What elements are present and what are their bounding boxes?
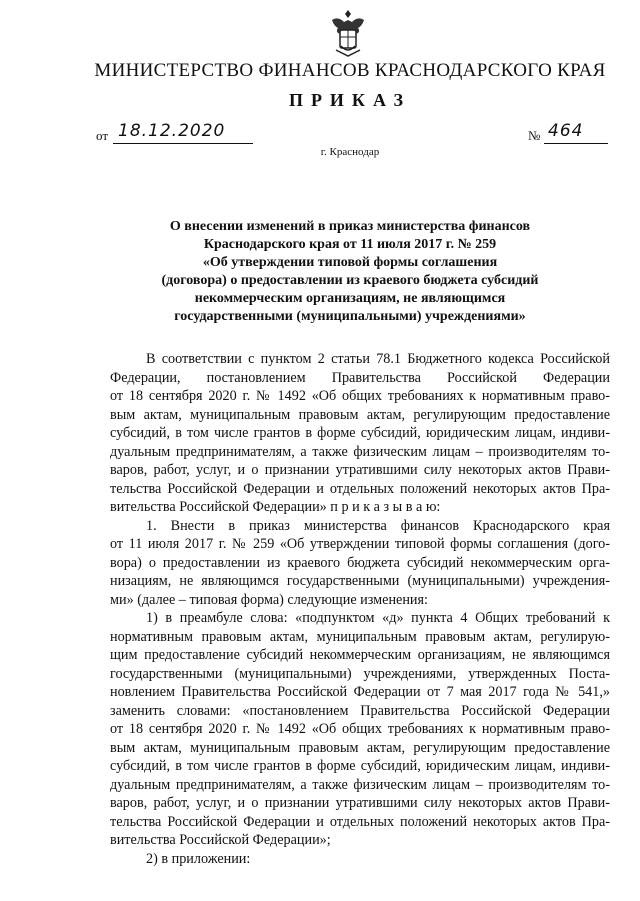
title-line: Краснодарского края от 11 июля 2017 г. № 259 (203, 237, 497, 252)
body-line: субсидий, в том числе грантов в форме субсидий, юридическим лицам, индиви- (110, 758, 610, 774)
body-line: новлением Правительства Российской Федерации от 7 мая 2017 года № 541,» (110, 684, 610, 700)
body-line: нормативным правовым актам, муниципальным правовым актам, регулирую- (110, 628, 610, 645)
ministry-name: МИНИСТЕРСТВО ФИНАНСОВ КРАСНОДАРСКОГО КРАЯ (94, 60, 606, 81)
body-line: варов, работ, услуг, и о признании утратившими силу некоторых актов Прави- (110, 795, 610, 811)
body-line: дуальным предпринимателям, а также физическим лицам – производителям то- (110, 443, 610, 460)
title-line: «Об утверждении типовой формы соглашения (202, 255, 498, 270)
date-label: от (96, 128, 109, 143)
body-line: государственными (муниципальными) учреждениями, утвержденных Поста- (110, 665, 610, 682)
title-line: О внесении изменений в приказ министерства финансов (169, 219, 531, 234)
body-line: вым актам, муниципальным правовым актам, регулирующим предоставление (110, 406, 610, 423)
title-line: (договора) о предоставлении из краевого бюджета субсидий (161, 273, 539, 288)
body-line: от 18 сентября 2020 г. № 1492 «Об общих требованиях к нормативным право- (110, 721, 610, 737)
body-line: ми» (далее – типовая форма) следующие изменения: (110, 591, 428, 608)
body-line: варов, работ, услуг, и о признании утратившими силу некоторых актов Прави- (110, 462, 610, 478)
title-line: некоммерческим организациям, не являющимся (194, 291, 506, 306)
title-line: государственными (муниципальными) учреждениями» (174, 309, 526, 324)
body-line: вора) о предоставлении из краевого бюджета субсидий некоммерческим орга- (110, 554, 610, 571)
body-line: 1) в преамбуле слова: «подпунктом «д» пункта 4 Общих требований к (146, 610, 610, 626)
body-line: тельства Российской Федерации и отдельных положений некоторых актов Пра- (110, 480, 610, 497)
body-line: 1. Внести в приказ министерства финансов Краснодарского края (146, 517, 610, 534)
body-line: 2) в приложении: (146, 850, 251, 867)
number-label: № (528, 128, 541, 143)
body-line: щим предоставление субсидий некоммерческим организациям, не являющимся (110, 647, 610, 663)
body-line: вительства Российской Федерации»; (110, 832, 331, 848)
document-body (110, 350, 610, 868)
body-line: от 18 сентября 2020 г. № 1492 «Об общих требованиях к нормативным право- (110, 388, 610, 404)
body-line: низациям, не являющимся государственными (муниципальными) учреждения- (110, 573, 610, 589)
document-title (120, 218, 580, 326)
number-value: 464 (548, 121, 584, 141)
body-line: заменить словами: «постановлением Правительства Российской Федерации (110, 702, 610, 719)
body-line: тельства Российской Федерации и отдельных положений некоторых актов Пра- (110, 813, 610, 830)
body-line: от 11 июля 2017 г. № 259 «Об утверждении типовой формы соглашения (дого- (110, 536, 610, 552)
body-line: субсидий, в том числе грантов в форме субсидий, юридическим лицам, индиви- (110, 425, 610, 441)
body-line: В соответствии с пунктом 2 статьи 78.1 Бюджетного кодекса Российской (146, 351, 610, 367)
document-type: ПРИКАЗ (288, 90, 412, 110)
body-line: вым актам, муниципальным правовым актам, регулирующим предоставление (110, 739, 610, 756)
city: г. Краснодар (320, 146, 380, 158)
body-line: Федерации, постановлением Правительства Российской Федерации (110, 369, 610, 386)
body-line: дуальным предпринимателям, а также физическим лицам – производителям то- (110, 776, 610, 793)
body-line: вительства Российской Федерации» п р и к а з ы в а ю: (110, 499, 441, 515)
date-value: 18.12.2020 (118, 121, 226, 141)
coat-of-arms-icon (328, 6, 368, 60)
